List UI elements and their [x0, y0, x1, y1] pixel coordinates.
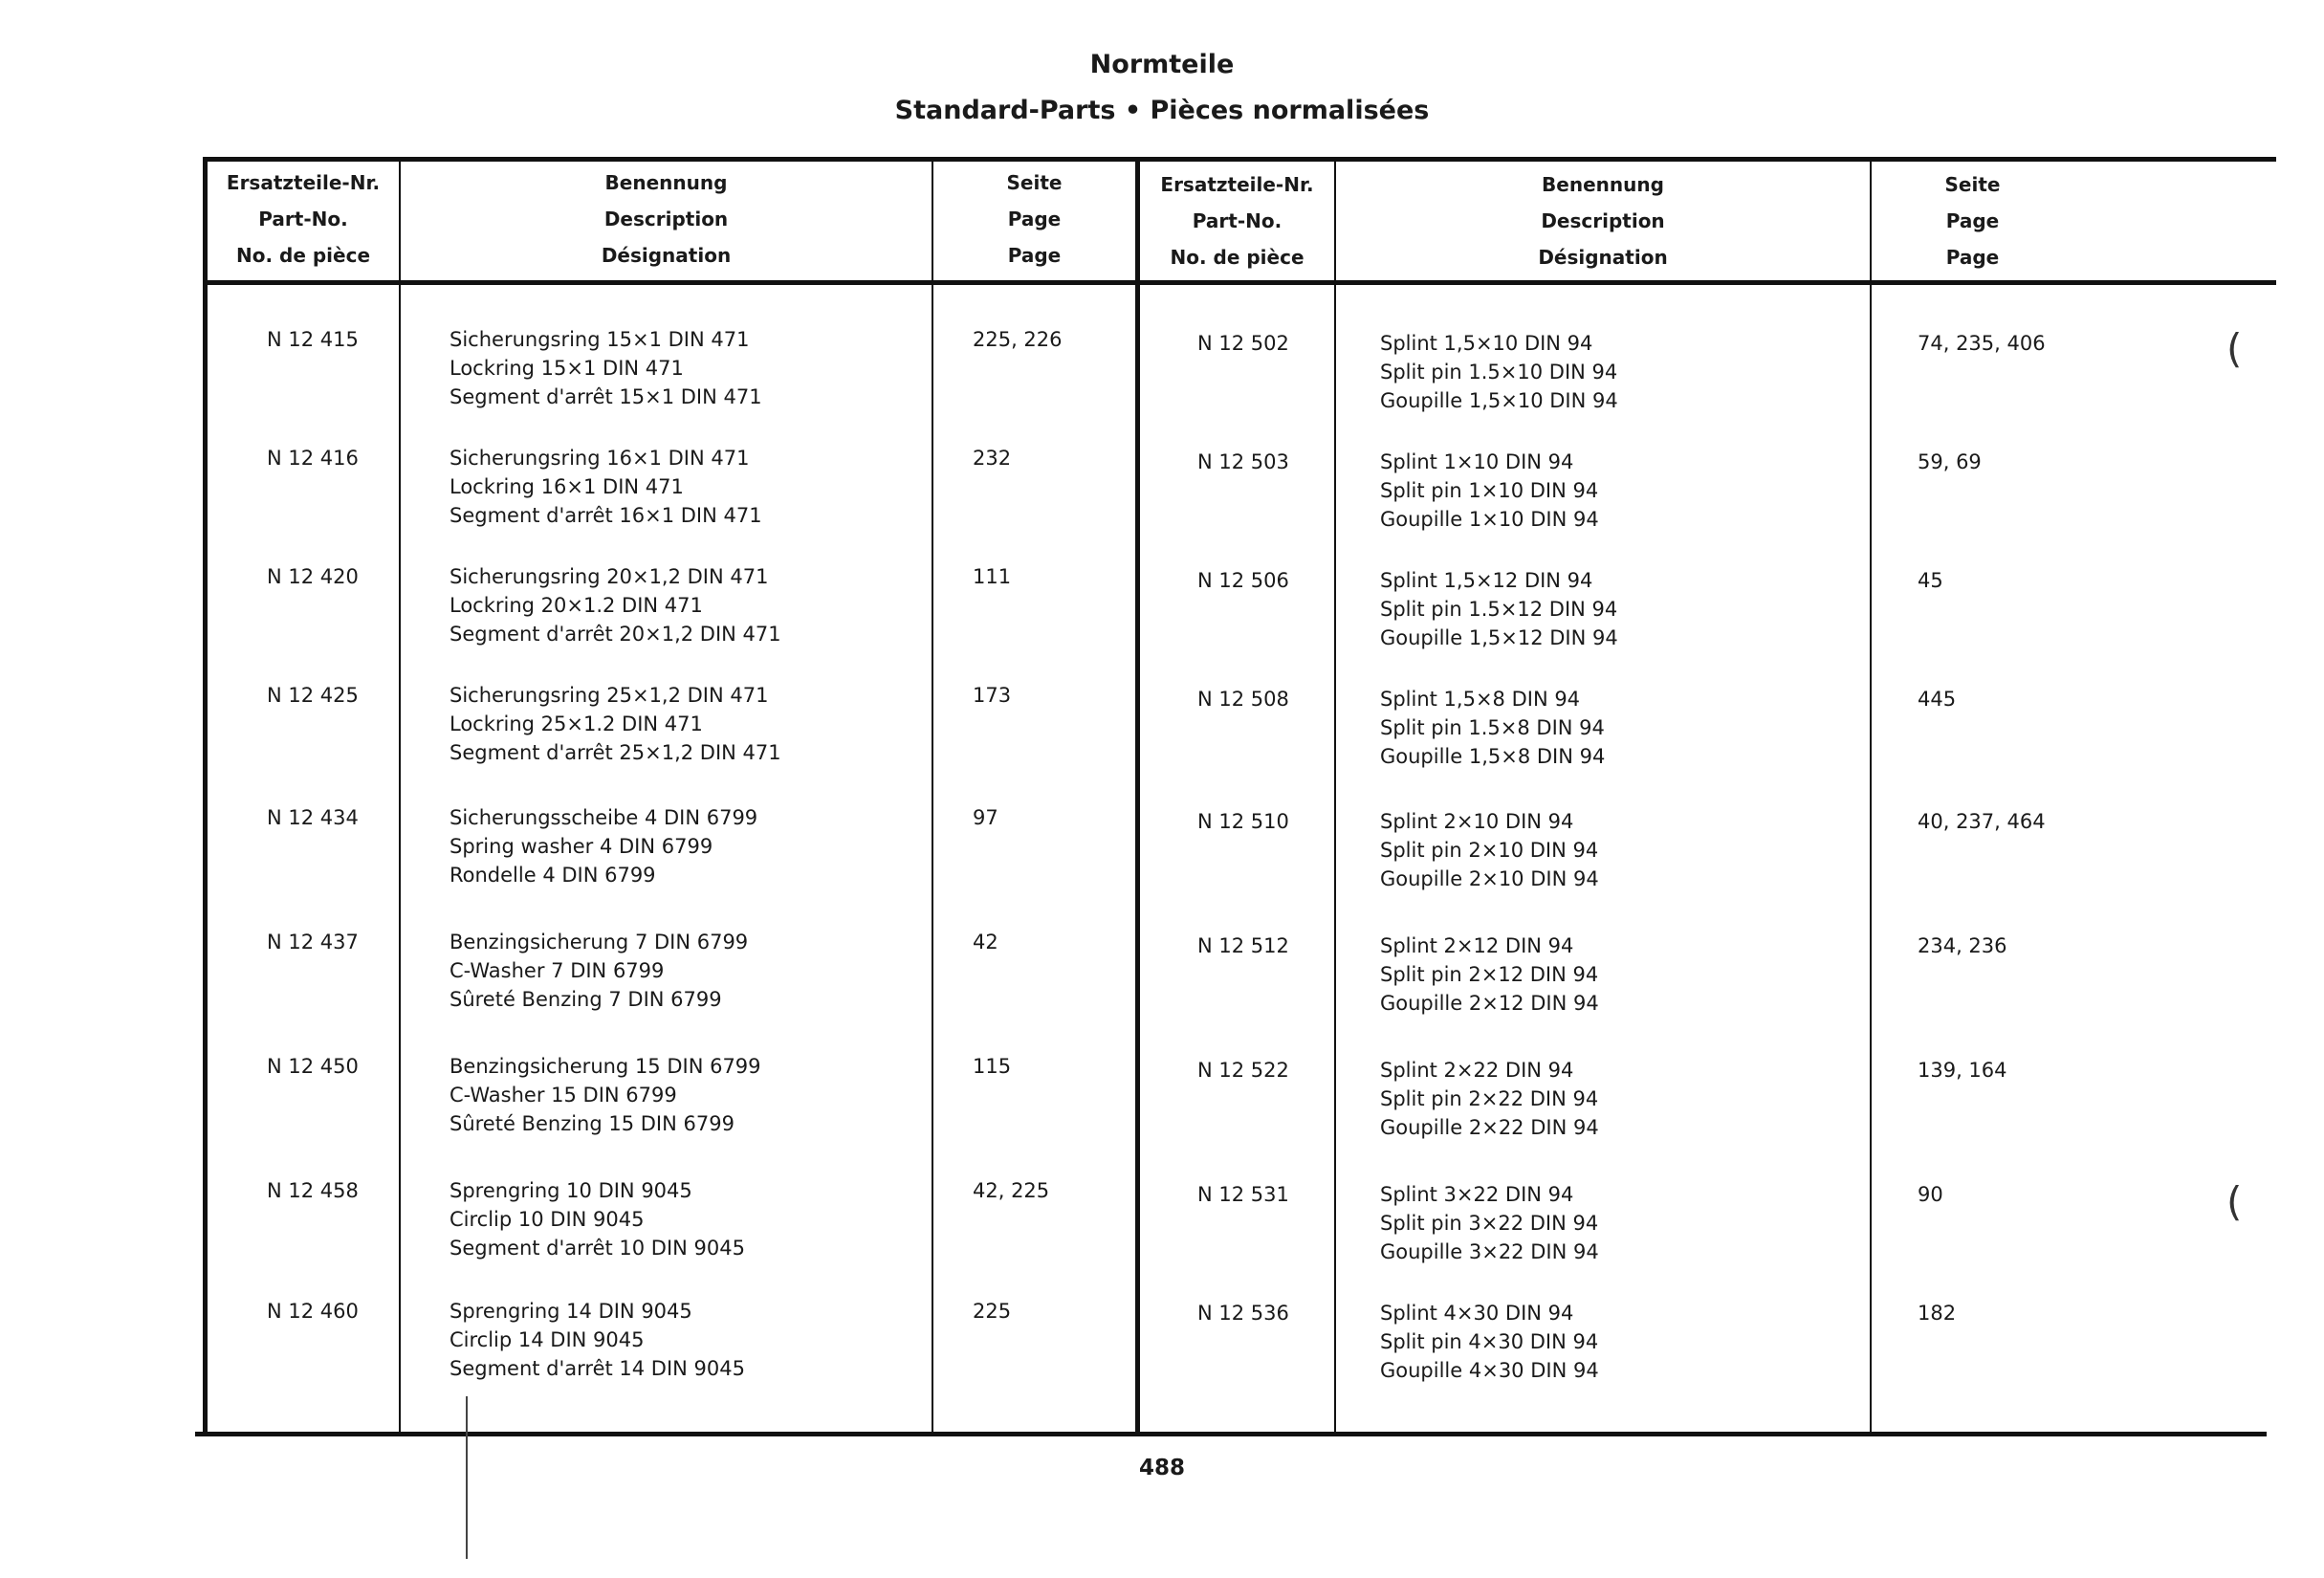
page-reference: 115 [973, 1055, 1012, 1078]
part-description: Splint 3×22 DIN 94 Split pin 3×22 DIN 94 Goupille 3×22 DIN 94 [1380, 1183, 1599, 1263]
page-reference: 232 [973, 447, 1012, 470]
page-reference: 42, 225 [973, 1179, 1050, 1202]
part-description: Sicherungsring 15×1 DIN 471 Lockring 15×1 DIN 471 Segment d'arrêt 15×1 DIN 471 [449, 328, 762, 408]
header-bottom-rule [205, 280, 2276, 285]
header-page-right: Seite Page Page [1944, 173, 2001, 269]
part-description: Splint 2×10 DIN 94 Split pin 2×10 DIN 94 Goupille 2×10 DIN 94 [1380, 810, 1599, 890]
part-description: Splint 1,5×12 DIN 94 Split pin 1.5×12 DIN 94 Goupille 1,5×12 DIN 94 [1380, 569, 1618, 649]
page-reference: 40, 237, 464 [1918, 810, 2046, 833]
col-divider-1 [399, 157, 401, 1433]
part-number: N 12 510 [1197, 810, 1289, 833]
part-description: Splint 2×22 DIN 94 Split pin 2×22 DIN 94 Goupille 2×22 DIN 94 [1380, 1059, 1599, 1139]
page-reference: 225 [973, 1300, 1012, 1323]
col-divider-4 [1870, 157, 1872, 1433]
page-reference: 90 [1918, 1183, 1943, 1206]
part-number: N 12 531 [1197, 1183, 1289, 1206]
header-name-right: Benennung Description Désignation [1538, 173, 1668, 269]
page-reference: 59, 69 [1918, 450, 1982, 473]
part-number: N 12 536 [1197, 1302, 1289, 1325]
part-number: N 12 415 [267, 328, 359, 351]
part-description: Splint 2×12 DIN 94 Split pin 2×12 DIN 94 Goupille 2×12 DIN 94 [1380, 934, 1599, 1015]
part-number: N 12 502 [1197, 332, 1289, 355]
header-part-no-left: Ersatzteile-Nr. Part-No. No. de pièce [226, 171, 381, 267]
page-subtitle: Standard-Parts • Pièces normalisées [894, 96, 1430, 125]
page-number: 488 [1138, 1456, 1185, 1480]
page-reference: 234, 236 [1918, 934, 2007, 957]
col-divider-3 [1334, 157, 1336, 1433]
part-number: N 12 508 [1197, 688, 1289, 711]
binder-hole-mark-icon: ( [2226, 325, 2243, 372]
binder-hole-mark-icon: ( [2226, 1178, 2243, 1225]
part-number: N 12 420 [267, 565, 359, 588]
table-left-border [203, 157, 208, 1436]
col-divider-2 [932, 157, 933, 1433]
part-number: N 12 512 [1197, 934, 1289, 957]
part-number: N 12 437 [267, 931, 359, 953]
header-part-no-right: Ersatzteile-Nr. Part-No. No. de pièce [1160, 173, 1314, 269]
page-reference: 45 [1918, 569, 1943, 592]
part-number: N 12 522 [1197, 1059, 1289, 1082]
part-description: Sprengring 14 DIN 9045 Circlip 14 DIN 9045 Segment d'arrêt 14 DIN 9045 [449, 1300, 746, 1380]
part-number: N 12 425 [267, 684, 359, 707]
part-description: Benzingsicherung 15 DIN 6799 C-Washer 15 DIN 6799 Sûreté Benzing 15 DIN 6799 [449, 1055, 761, 1135]
header-page-left: Seite Page Page [1006, 171, 1063, 267]
table-bottom-rule [195, 1432, 2267, 1436]
part-description: Splint 1,5×10 DIN 94 Split pin 1.5×10 DIN 94 Goupille 1,5×10 DIN 94 [1380, 332, 1618, 412]
part-number: N 12 503 [1197, 450, 1289, 473]
header-name-left: Benennung Description Désignation [601, 171, 732, 267]
page-reference: 111 [973, 565, 1012, 588]
part-number: N 12 458 [267, 1179, 359, 1202]
part-description: Benzingsicherung 7 DIN 6799 C-Washer 7 DIN 6799 Sûreté Benzing 7 DIN 6799 [449, 931, 749, 1011]
part-number: N 12 416 [267, 447, 359, 470]
part-number: N 12 434 [267, 806, 359, 829]
table-top-rule [205, 157, 2276, 162]
page-reference: 97 [973, 806, 998, 829]
part-description: Splint 1×10 DIN 94 Split pin 1×10 DIN 94 Goupille 1×10 DIN 94 [1380, 450, 1599, 531]
part-number: N 12 506 [1197, 569, 1289, 592]
part-description: Sicherungsscheibe 4 DIN 6799 Spring washer 4 DIN 6799 Rondelle 4 DIN 6799 [449, 806, 758, 887]
part-description: Sprengring 10 DIN 9045 Circlip 10 DIN 9045 Segment d'arrêt 10 DIN 9045 [449, 1179, 746, 1260]
page-reference: 225, 226 [973, 328, 1063, 351]
page-reference: 173 [973, 684, 1012, 707]
page-title: Normteile [1089, 50, 1235, 79]
part-number: N 12 450 [267, 1055, 359, 1078]
part-description: Sicherungsring 25×1,2 DIN 471 Lockring 25×1.2 DIN 471 Segment d'arrêt 25×1,2 DIN 471 [449, 684, 781, 764]
page-reference: 139, 164 [1918, 1059, 2007, 1082]
part-description: Splint 4×30 DIN 94 Split pin 4×30 DIN 94 Goupille 4×30 DIN 94 [1380, 1302, 1599, 1382]
part-description: Splint 1,5×8 DIN 94 Split pin 1.5×8 DIN 94 Goupille 1,5×8 DIN 94 [1380, 688, 1606, 768]
center-divider [1135, 157, 1140, 1433]
part-description: Sicherungsring 16×1 DIN 471 Lockring 16×1 DIN 471 Segment d'arrêt 16×1 DIN 471 [449, 447, 762, 527]
page-reference: 74, 235, 406 [1918, 332, 2046, 355]
page-reference: 182 [1918, 1302, 1957, 1325]
page-reference: 42 [973, 931, 998, 953]
part-number: N 12 460 [267, 1300, 359, 1323]
part-description: Sicherungsring 20×1,2 DIN 471 Lockring 20×1.2 DIN 471 Segment d'arrêt 20×1,2 DIN 471 [449, 565, 781, 646]
page-reference: 445 [1918, 688, 1957, 711]
